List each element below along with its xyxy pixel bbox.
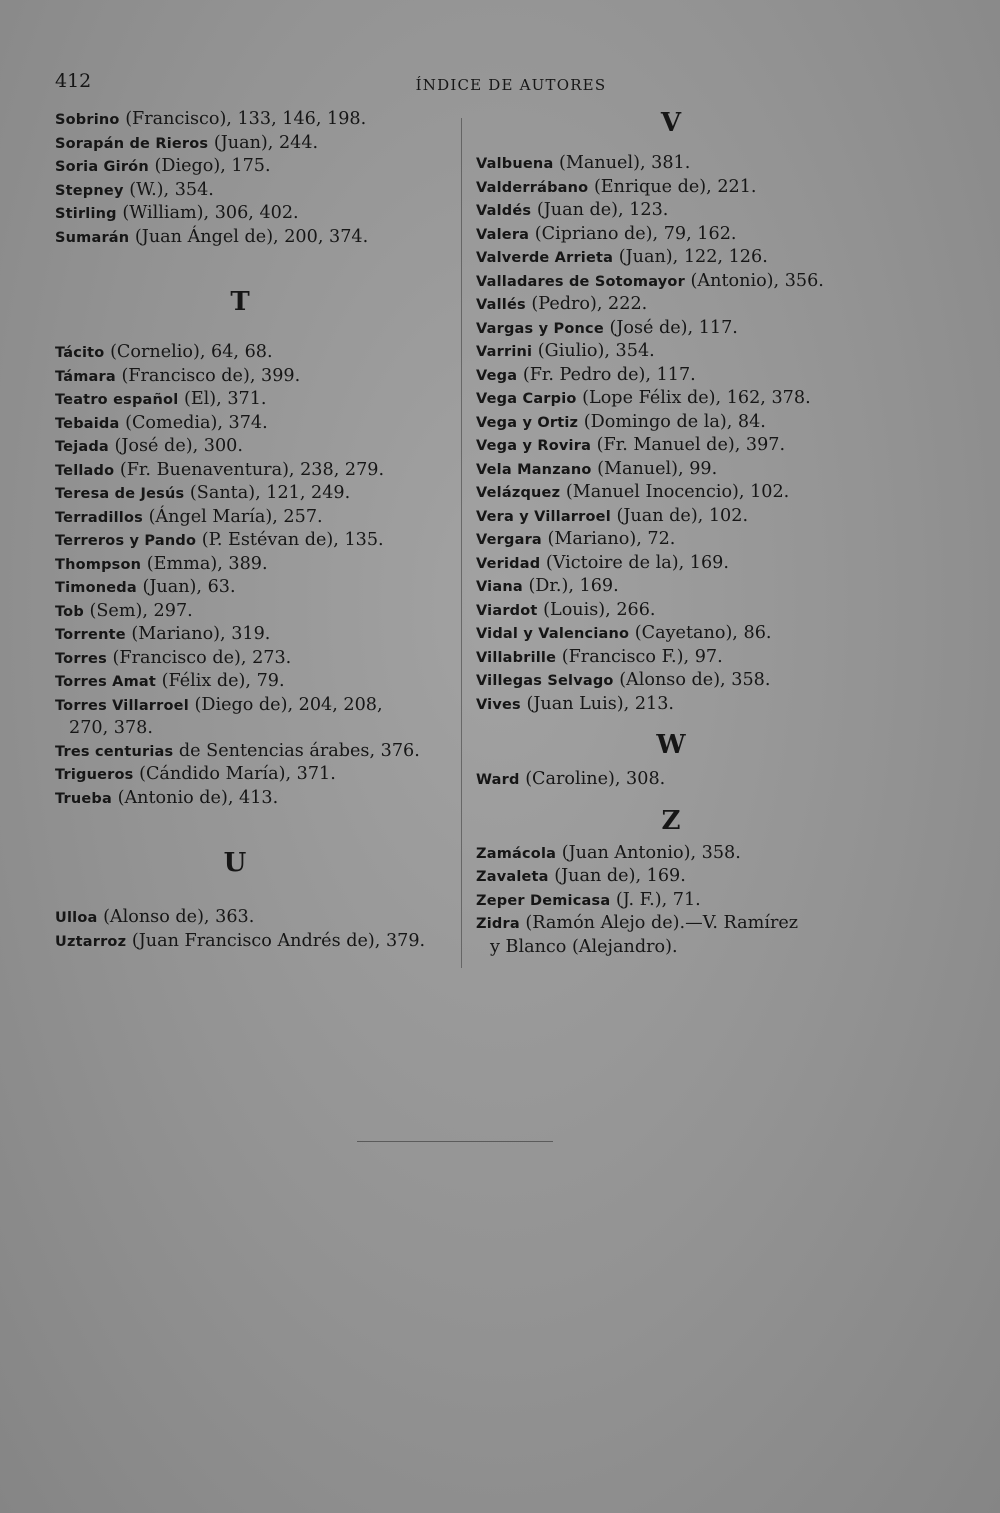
entry-author-name: Vela Manzano — [476, 461, 592, 478]
t-entries — [55, 341, 455, 810]
entry-details: (Domingo de la), 84. — [583, 411, 766, 432]
entry-author-name: Ward — [476, 772, 520, 788]
entry-author-name: Valbuena — [476, 156, 554, 172]
entry-details: (Juan), 244. — [213, 132, 319, 153]
index-entry — [476, 481, 876, 505]
entry-author-name: Viardot — [476, 602, 538, 619]
index-entry — [55, 482, 455, 506]
entry-details: (Francisco de), 399. — [121, 365, 301, 386]
entry-details: (Manuel), 381. — [559, 153, 691, 173]
index-entry — [476, 912, 876, 958]
entry-continuation: 270, 378. — [69, 718, 153, 738]
entry-details: (Fr. Buenaventura), 238, 279. — [119, 459, 385, 480]
index-entry — [55, 341, 455, 365]
entry-details: (Manuel), 99. — [597, 458, 718, 479]
bottom-rule — [357, 1141, 553, 1142]
entry-author-name: Torres Villarroel — [55, 697, 189, 714]
entry-details: (Victoire de la), 169. — [545, 552, 729, 573]
entry-author-name: Vidal y Valenciano — [476, 626, 630, 642]
index-entry — [476, 364, 876, 388]
index-entry — [55, 600, 455, 624]
entry-author-name: Terradillos — [55, 509, 143, 526]
section-letter-w: W — [656, 730, 686, 760]
entry-details: (Emma), 389. — [146, 553, 268, 574]
entry-author-name: Tebaida — [55, 415, 120, 432]
page-number: 412 — [55, 70, 92, 92]
entry-author-name: Villabrille — [476, 649, 557, 666]
entry-author-name: Stirling — [55, 206, 117, 222]
entry-author-name: Valderrábano — [476, 179, 589, 196]
index-entry — [55, 576, 455, 600]
entry-details: (J. F.), 71. — [615, 889, 701, 910]
entry-details: (Juan), 63. — [142, 577, 236, 597]
index-entry — [476, 599, 876, 623]
index-entry — [476, 669, 876, 693]
entry-author-name: Tres centurias — [55, 743, 174, 760]
index-entry — [55, 412, 455, 436]
entry-author-name: Torres Amat — [55, 674, 156, 690]
entry-details: (Ramón Alejo de).—V. Ramírez — [525, 913, 799, 933]
entry-author-name: Sorapán de Rieros — [55, 135, 209, 152]
entry-details: (Dr.), 169. — [528, 576, 619, 596]
index-entry — [55, 226, 455, 250]
entry-author-name: Teatro español — [55, 392, 179, 408]
entry-author-name: Torrente — [55, 627, 126, 643]
entry-details: (Enrique de), 221. — [593, 176, 757, 197]
entry-author-name: Torres — [55, 650, 107, 667]
index-entry — [476, 575, 876, 599]
entry-author-name: Soria Girón — [55, 159, 149, 175]
entry-author-name: Tob — [55, 603, 84, 620]
index-entry — [55, 763, 455, 787]
index-entry — [55, 155, 455, 179]
index-entry — [55, 459, 455, 483]
entry-details: (Mariano), 72. — [547, 529, 676, 549]
entry-author-name: Zamácola — [476, 845, 557, 862]
entry-details: (Mariano), 319. — [131, 624, 271, 644]
index-entry — [55, 179, 455, 203]
entry-details: (Lope Félix de), 162, 378. — [582, 388, 811, 408]
index-entry — [55, 506, 455, 530]
entry-author-name: Tejada — [55, 439, 109, 455]
entry-author-name: Sumarán — [55, 229, 130, 246]
index-entry — [55, 740, 455, 764]
entry-author-name: Támara — [55, 368, 116, 385]
entry-author-name: Vera y Villarroel — [476, 508, 611, 525]
entry-author-name: Velázquez — [476, 485, 561, 501]
entry-details: (Juan de), 169. — [554, 866, 686, 886]
index-entry — [476, 842, 876, 866]
v-entries — [476, 152, 876, 716]
entry-author-name: Valdés — [476, 203, 532, 219]
entry-author-name: Villegas Selvago — [476, 673, 614, 689]
index-entry — [476, 199, 876, 223]
entry-details: (José de), 300. — [114, 436, 243, 456]
s-entries — [55, 108, 455, 249]
index-entry — [55, 787, 455, 811]
entry-details: (Louis), 266. — [543, 599, 656, 620]
entry-author-name: Tellado — [55, 462, 115, 479]
entry-details: (Caroline), 308. — [525, 769, 666, 789]
entry-author-name: Varrini — [476, 344, 533, 360]
entry-details: (Cándido María), 371. — [139, 764, 336, 784]
entry-author-name: Zeper Demicasa — [476, 892, 611, 909]
entry-author-name: Vallés — [476, 297, 526, 313]
right-column — [476, 108, 876, 958]
entry-author-name: Viana — [476, 579, 523, 595]
section-letter-z: Z — [661, 805, 681, 836]
entry-author-name: Vega — [476, 367, 518, 384]
entry-author-name: Sobrino — [55, 112, 120, 128]
index-entry — [476, 411, 876, 435]
entry-continuation: y Blanco (Alejandro). — [490, 936, 678, 957]
entry-author-name: Zidra — [476, 916, 520, 932]
index-entry — [476, 552, 876, 576]
entry-author-name: Veridad — [476, 555, 541, 572]
entry-details: de Sentencias árabes, 376. — [178, 740, 420, 761]
index-entry — [55, 694, 455, 740]
entry-details: (William), 306, 402. — [122, 203, 299, 223]
index-entry — [55, 670, 455, 694]
entry-details: (Manuel Inocencio), 102. — [565, 482, 790, 502]
entry-details: (Juan de), 102. — [616, 505, 749, 526]
index-entry — [55, 108, 455, 132]
entry-author-name: Vives — [476, 696, 521, 713]
entry-details: (Diego de), 204, 208, — [194, 694, 383, 715]
entry-details: (Juan), 122, 126. — [618, 247, 768, 267]
z-entries — [476, 842, 876, 959]
entry-author-name: Tácito — [55, 345, 105, 361]
index-entry — [55, 132, 455, 156]
section-letter-v: V — [660, 108, 682, 138]
entry-details: (Diego), 175. — [154, 156, 271, 176]
index-entry — [55, 388, 455, 412]
index-entry — [55, 623, 455, 647]
index-entry — [476, 528, 876, 552]
entry-details: (Ángel María), 257. — [148, 506, 323, 527]
index-entry — [476, 768, 876, 792]
entry-details: (Cayetano), 86. — [634, 623, 772, 643]
index-entry — [476, 693, 876, 717]
entry-details: (Fr. Pedro de), 117. — [522, 364, 696, 385]
entry-details: (Alonso de), 358. — [619, 670, 771, 690]
index-entry — [476, 340, 876, 364]
index-entry — [55, 906, 455, 930]
entry-author-name: Thompson — [55, 556, 142, 573]
entry-author-name: Teresa de Jesús — [55, 486, 185, 502]
entry-author-name: Valverde Arrieta — [476, 250, 614, 266]
u-entries — [55, 906, 455, 953]
entry-details: (Pedro), 222. — [531, 294, 648, 314]
entry-details: (José de), 117. — [609, 317, 738, 338]
index-entry — [476, 434, 876, 458]
entry-details: (Francisco de), 273. — [112, 647, 292, 668]
index-entry — [476, 176, 876, 200]
entry-author-name: Stepney — [55, 182, 124, 199]
index-entry — [476, 458, 876, 482]
entry-details: (Giulio), 354. — [537, 341, 655, 361]
index-entry — [55, 553, 455, 577]
column-divider — [461, 118, 462, 968]
index-entry — [55, 202, 455, 226]
entry-details: (Antonio de), 413. — [117, 787, 279, 808]
entry-details: (Juan Francisco Andrés de), 379. — [131, 930, 426, 951]
index-entry — [476, 317, 876, 341]
entry-details: (Juan Luis), 213. — [526, 693, 675, 714]
entry-details: (Félix de), 79. — [161, 671, 285, 691]
section-letter-u: U — [223, 848, 247, 878]
entry-details: (Antonio), 356. — [690, 270, 824, 291]
w-entries — [476, 768, 876, 792]
entry-details: (Alonso de), 363. — [103, 907, 255, 927]
entry-details: (El), 371. — [183, 389, 267, 409]
entry-details: (Fr. Manuel de), 397. — [596, 435, 786, 455]
entry-details: (Cipriano de), 79, 162. — [534, 223, 737, 244]
entry-details: (Comedia), 374. — [125, 412, 268, 433]
entry-author-name: Terreros y Pando — [55, 533, 197, 549]
entry-author-name: Vega y Ortiz — [476, 414, 579, 431]
running-head: ÍNDICE DE AUTORES — [415, 76, 607, 94]
index-entry — [476, 622, 876, 646]
entry-author-name: Trueba — [55, 790, 112, 807]
entry-author-name: Vargas y Ponce — [476, 320, 604, 337]
entry-details: (Sem), 297. — [89, 600, 193, 621]
entry-author-name: Valera — [476, 226, 530, 243]
index-entry — [55, 435, 455, 459]
index-entry — [476, 246, 876, 270]
index-entry — [55, 930, 455, 954]
entry-author-name: Trigueros — [55, 767, 134, 783]
entry-details: (Santa), 121, 249. — [189, 483, 351, 503]
entry-author-name: Valladares de Sotomayor — [476, 273, 685, 290]
entry-author-name: Vega y Rovira — [476, 438, 592, 454]
entry-details: (Juan Antonio), 358. — [561, 842, 741, 863]
index-entry — [55, 529, 455, 553]
entry-details: (Juan Ángel de), 200, 374. — [134, 226, 369, 247]
entry-details: (W.), 354. — [129, 179, 214, 200]
index-entry — [476, 505, 876, 529]
index-entry — [476, 646, 876, 670]
index-entry — [476, 865, 876, 889]
entry-details: (Juan de), 123. — [536, 200, 669, 220]
index-entry — [476, 293, 876, 317]
index-entry — [55, 647, 455, 671]
entry-author-name: Ulloa — [55, 910, 98, 926]
index-entry — [476, 889, 876, 913]
index-entry — [476, 223, 876, 247]
entry-author-name: Zavaleta — [476, 869, 549, 885]
index-entry — [476, 270, 876, 294]
entry-details: (Cornelio), 64, 68. — [110, 342, 273, 362]
entry-author-name: Vergara — [476, 532, 542, 548]
entry-details: (Francisco F.), 97. — [561, 646, 723, 667]
entry-author-name: Vega Carpio — [476, 391, 577, 407]
entry-author-name: Timoneda — [55, 580, 137, 596]
index-entry — [55, 365, 455, 389]
section-letter-t: T — [230, 287, 250, 317]
entry-details: (P. Estévan de), 135. — [201, 530, 384, 550]
left-column — [55, 108, 455, 953]
index-entry — [476, 152, 876, 176]
index-entry — [476, 387, 876, 411]
entry-details: (Francisco), 133, 146, 198. — [125, 109, 367, 129]
entry-author-name: Uztarroz — [55, 933, 127, 950]
